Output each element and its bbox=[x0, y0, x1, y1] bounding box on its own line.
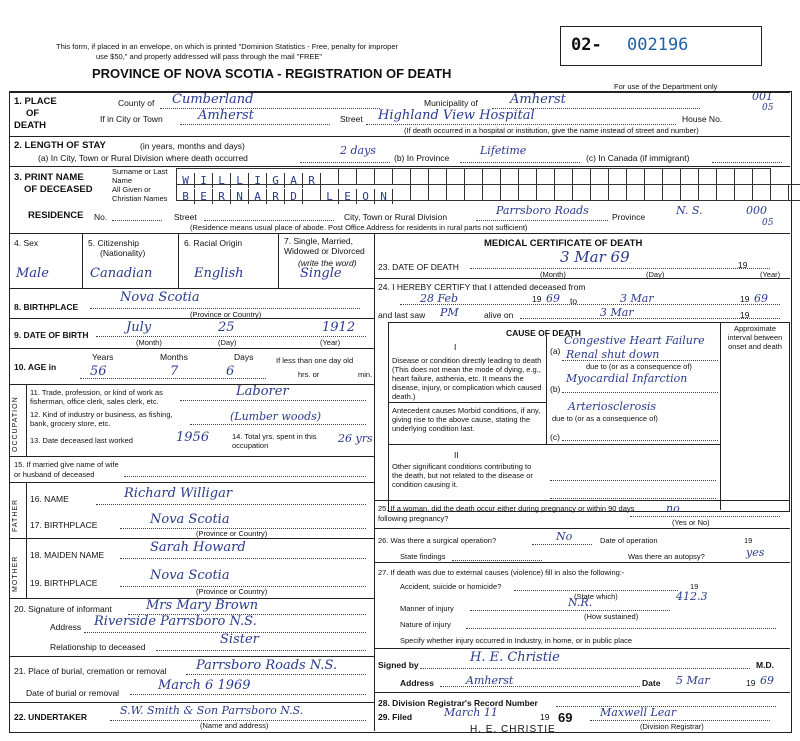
surname-letter: R bbox=[303, 173, 321, 188]
undertaker-label: 22. UNDERTAKER bbox=[14, 712, 88, 722]
residence-no-label: No. bbox=[94, 212, 108, 222]
racial-origin-value: English bbox=[194, 266, 244, 281]
dob-month: July bbox=[126, 320, 152, 335]
place-note: (If death occurred in a hospital or institution, give the name instead of street and number) bbox=[404, 126, 699, 135]
department-code-2: 000 bbox=[746, 204, 767, 217]
informant-relationship-label: Relationship to deceased bbox=[50, 642, 146, 652]
state-findings-label: State findings bbox=[400, 552, 446, 561]
min-label: min. bbox=[358, 370, 373, 379]
printed-doctor-name: H. E. CHRISTIE bbox=[470, 724, 556, 735]
md-label: M.D. bbox=[756, 660, 774, 670]
trade-value: Laborer bbox=[236, 384, 289, 399]
from-nineteen: 19 bbox=[532, 294, 542, 304]
stay-a-label: (a) In City, Town or Rural Division where death occurred bbox=[38, 153, 248, 163]
residence-label: RESIDENCE bbox=[28, 210, 84, 221]
dod-day-sub: (Day) bbox=[646, 270, 665, 279]
occupation-side-label: OCCUPATION bbox=[12, 396, 19, 452]
attended-from-year: 69 bbox=[546, 292, 560, 305]
due-to-label-1: due to (or as a consequence of) bbox=[586, 362, 692, 371]
dob-month-sub: (Month) bbox=[136, 338, 162, 347]
filed-value: March 11 bbox=[444, 706, 498, 719]
cause-a2-value: Renal shut down bbox=[566, 348, 660, 361]
residence-city-label: City, Town or Rural Division bbox=[344, 212, 448, 222]
given-letter: E bbox=[195, 189, 213, 204]
residence-province-label: Province bbox=[612, 212, 646, 222]
q29-label: 29. Filed bbox=[378, 712, 413, 722]
mother-birthplace-sub: (Province or Country) bbox=[196, 587, 268, 596]
signer-address-label: Address bbox=[400, 678, 435, 688]
industry-value: (Lumber woods) bbox=[230, 410, 322, 423]
attended-to-year: 69 bbox=[754, 292, 768, 305]
roman-two: II bbox=[454, 450, 459, 460]
industry-label: 12. Kind of industry or business, as fishing, bank, grocery store, etc. bbox=[30, 410, 173, 428]
manner-label: Manner of injury bbox=[400, 604, 454, 613]
burial-date-value: March 6 1969 bbox=[158, 678, 251, 693]
cause-a-label: (a) bbox=[550, 346, 561, 356]
q25-sub: (Yes or No) bbox=[672, 518, 710, 527]
given-letter: N bbox=[231, 189, 249, 204]
surname-letter: G bbox=[267, 173, 285, 188]
due-to-label-2: due to (or as a consequence of) bbox=[552, 414, 658, 423]
code-value: 412.3 bbox=[676, 590, 708, 603]
stay-label-note: (in years, months and days) bbox=[140, 141, 245, 151]
residence-city-value: Parrsboro Roads bbox=[496, 204, 589, 217]
informant-address-label: Address bbox=[50, 622, 82, 632]
given-letter: L bbox=[321, 189, 339, 204]
given-letter: B bbox=[177, 189, 195, 204]
burial-place-value: Parrsboro Roads N.S. bbox=[196, 658, 338, 673]
signed-by-label: Signed by bbox=[378, 660, 419, 670]
mother-maiden-value: Sarah Howard bbox=[150, 540, 246, 555]
given-letter: O bbox=[357, 189, 375, 204]
county-label: County of bbox=[118, 98, 155, 108]
place-label-of: OF bbox=[26, 108, 40, 119]
notice-line-2: use $50," and properly addressed will pass through the mail "FREE" bbox=[96, 52, 323, 61]
accident-label: Accident, suicide or homicide? bbox=[400, 582, 502, 591]
cause-title: CAUSE OF DEATH bbox=[506, 328, 581, 338]
age-months-label: Months bbox=[160, 352, 188, 362]
registration-prefix: 02- bbox=[571, 35, 602, 55]
dob-day-sub: (Day) bbox=[218, 338, 237, 347]
print-name-label: 3. PRINT NAME bbox=[14, 172, 84, 183]
autopsy-label: Was there an autopsy? bbox=[628, 552, 705, 561]
residence-province-value: N. S. bbox=[676, 204, 703, 217]
stay-a-value: 2 days bbox=[340, 144, 376, 157]
surname-letter: I bbox=[195, 173, 213, 188]
citizenship-value: Canadian bbox=[90, 266, 153, 281]
father-name-label: 16. NAME bbox=[30, 494, 69, 504]
registrar-sub: (Division Registrar) bbox=[640, 722, 704, 731]
citizenship-sub: (Nationality) bbox=[100, 248, 146, 258]
accident-nineteen: 19 bbox=[690, 582, 699, 591]
age-label: 10. AGE in bbox=[14, 362, 57, 372]
last-worked-value: 1956 bbox=[176, 430, 210, 445]
surname-letter: W bbox=[177, 173, 195, 188]
registration-number: 002196 bbox=[627, 35, 689, 55]
stay-c-label: (c) In Canada (if immigrant) bbox=[586, 153, 690, 163]
father-name-value: Richard Willigar bbox=[124, 486, 233, 501]
given-letter: E bbox=[339, 189, 357, 204]
residence-note: (Residence means usual place of abode. Post Office Address for residents in rural parts not sufficient) bbox=[190, 223, 528, 232]
birthplace-value: Nova Scotia bbox=[120, 290, 200, 305]
surname-letter: L bbox=[231, 173, 249, 188]
trade-label: 11. Trade, profession, or kind of work as fisherman, office clerk, sales clerk, etc. bbox=[30, 388, 163, 406]
cause-c-label: (c) bbox=[550, 432, 560, 442]
filed-year: 69 bbox=[558, 710, 573, 725]
last-saw-time: PM bbox=[440, 306, 459, 319]
mother-side-label: MOTHER bbox=[12, 555, 19, 592]
father-birthplace-label: 17. BIRTHPLACE bbox=[30, 520, 98, 530]
specify-label: Specify whether injury occurred in Industry, in home, or in public place bbox=[400, 636, 633, 645]
q26-label: 26. Was there a surgical operation? bbox=[378, 536, 497, 545]
dod-month-sub: (Month) bbox=[540, 270, 566, 279]
spouse-label: 15. If married give name of wife or husband of deceased bbox=[14, 460, 119, 479]
dod-nineteen: 19 bbox=[738, 260, 748, 270]
marital-label: 7. Single, Married, Widowed or Divorced bbox=[284, 236, 365, 256]
signed-date-nineteen: 19 bbox=[746, 678, 756, 688]
dob-year: 1912 bbox=[322, 320, 356, 335]
dob-year-sub: (Year) bbox=[320, 338, 341, 347]
birthplace-label: 8. BIRTHPLACE bbox=[14, 302, 79, 312]
sex-value: Male bbox=[16, 266, 49, 281]
marital-sub: (write the word) bbox=[298, 258, 357, 268]
dob-label: 9. DATE OF BIRTH bbox=[14, 330, 89, 340]
age-months-value: 7 bbox=[170, 364, 179, 379]
burial-place-label: 21. Place of burial, cremation or removal bbox=[14, 666, 167, 676]
other-conditions-label: Other significant conditions contributing to the death, but not related to the disease or condition causing it. bbox=[392, 462, 533, 489]
surname-label: Surname or Last Name bbox=[112, 167, 168, 185]
cause-a-value: Congestive Heart Failure bbox=[564, 334, 705, 347]
age-days-value: 6 bbox=[226, 364, 235, 379]
q26-nineteen: 19 bbox=[744, 536, 753, 545]
mother-birthplace-value: Nova Scotia bbox=[150, 568, 230, 583]
city-label: If in City or Town bbox=[100, 114, 163, 124]
surname-letter: L bbox=[213, 173, 231, 188]
interval-label: Approximate interval between onset and death bbox=[727, 324, 783, 351]
q25-label: 25. If a woman, did the death occur either during pregnancy or within 90 days following pregnancy? bbox=[378, 504, 635, 523]
total-years-value: 26 yrs bbox=[338, 432, 373, 445]
city-value: Amherst bbox=[198, 108, 254, 123]
stay-label: 2. LENGTH OF STAY bbox=[14, 140, 106, 151]
given-letter: D bbox=[285, 189, 303, 204]
given-letter: N bbox=[375, 189, 393, 204]
disease-label: Disease or condition directly leading to death (This does not mean the mode of dying, e.g., heart failure, asthenia, etc. It means the disease, injury, or complication which caused death.) bbox=[392, 356, 542, 401]
burial-date-label: Date of burial or removal bbox=[26, 688, 120, 698]
given-letter: R bbox=[267, 189, 285, 204]
given-names-label: All Given or Christian Names bbox=[112, 185, 168, 203]
citizenship-label: 5. Citizenship bbox=[88, 238, 140, 248]
last-saw-label: and last saw bbox=[378, 310, 426, 320]
street-value: Highland View Hospital bbox=[378, 108, 535, 123]
form-title: PROVINCE OF NOVA SCOTIA - REGISTRATION OF DEATH bbox=[92, 66, 452, 81]
birthplace-sub: (Province or Country) bbox=[190, 310, 262, 319]
cause-c-value: Arteriosclerosis bbox=[568, 400, 657, 413]
last-saw-alive: alive on bbox=[484, 310, 514, 320]
undertaker-sub: (Name and address) bbox=[200, 721, 269, 730]
dod-label: 23. DATE OF DEATH bbox=[378, 262, 459, 272]
municipality-value: Amherst bbox=[510, 92, 566, 107]
last-saw-nineteen: 19 bbox=[740, 310, 750, 320]
given-letter bbox=[303, 185, 321, 200]
informant-signature-label: 20. Signature of informant bbox=[14, 604, 112, 614]
father-birthplace-sub: (Province or Country) bbox=[196, 529, 268, 538]
registrar-signature: Maxwell Lear bbox=[600, 706, 677, 719]
last-worked-label: 13. Date deceased last worked bbox=[30, 436, 133, 445]
house-number-label: House No. bbox=[682, 114, 723, 124]
cause-b-value: Myocardial Infarction bbox=[566, 372, 688, 385]
age-days-label: Days bbox=[234, 352, 254, 362]
signed-date-label: Date bbox=[642, 678, 661, 688]
q28-label: 28. Division Registrar's Record Number bbox=[378, 698, 538, 708]
department-code-1b: 05 bbox=[762, 103, 774, 113]
surname-grid bbox=[176, 168, 771, 185]
certify-label: 24. I HEREBY CERTIFY that I attended deceased from bbox=[378, 282, 586, 292]
last-saw-date: 3 Mar bbox=[600, 306, 634, 319]
antecedent-label: Antecedent causes Morbid conditions, if any, giving rise to the above cause, stating the underlying condition last. bbox=[392, 406, 541, 433]
state-which-label: (State which) bbox=[574, 592, 618, 601]
father-side-label: FATHER bbox=[12, 498, 19, 532]
informant-relationship-value: Sister bbox=[220, 632, 259, 647]
signed-date-year: 69 bbox=[760, 674, 774, 687]
department-code-2b: 05 bbox=[762, 218, 774, 228]
mother-birthplace-label: 19. BIRTHPLACE bbox=[30, 578, 98, 588]
dob-day: 25 bbox=[218, 320, 235, 335]
father-birthplace-value: Nova Scotia bbox=[150, 512, 230, 527]
signed-date-value: 5 Mar bbox=[676, 674, 710, 687]
age-years-value: 56 bbox=[90, 364, 107, 379]
attended-to: 3 Mar bbox=[620, 292, 654, 305]
roman-one: I bbox=[454, 342, 457, 352]
signed-by-value: H. E. Christie bbox=[470, 650, 560, 665]
age-years-label: Years bbox=[92, 352, 114, 362]
surname-letter: I bbox=[249, 173, 267, 188]
q25-value: no bbox=[666, 502, 680, 515]
place-label: 1. PLACE bbox=[14, 96, 57, 107]
hrs-label: hrs. or bbox=[298, 370, 320, 379]
how-sustained-label: (How sustained) bbox=[584, 612, 639, 621]
autopsy-value: yes bbox=[746, 546, 765, 559]
q26-date-label: Date of operation bbox=[600, 536, 658, 545]
dod-value: 3 Mar 69 bbox=[560, 248, 630, 266]
street-label: Street bbox=[340, 114, 363, 124]
given-letter: R bbox=[213, 189, 231, 204]
nature-label: Nature of injury bbox=[400, 620, 451, 629]
less-than-day-label: If less than one day old bbox=[276, 356, 354, 365]
informant-address-value: Riverside Parrsboro N.S. bbox=[94, 614, 257, 629]
place-label-death: DEATH bbox=[14, 120, 47, 131]
filed-nineteen: 19 bbox=[540, 712, 550, 722]
manner-value: N.R. bbox=[568, 596, 593, 609]
undertaker-value: S.W. Smith & Son Parrsboro N.S. bbox=[120, 704, 304, 717]
county-value: Cumberland bbox=[172, 92, 254, 107]
attended-to-label: to bbox=[570, 296, 578, 306]
municipality-label: Municipality of bbox=[424, 98, 478, 108]
q26-value: No bbox=[556, 530, 573, 543]
informant-signature-value: Mrs Mary Brown bbox=[146, 598, 259, 613]
attended-from: 28 Feb bbox=[420, 292, 459, 305]
sex-label: 4. Sex bbox=[14, 238, 39, 248]
stay-b-value: Lifetime bbox=[480, 144, 527, 157]
department-code-1: 001 bbox=[752, 90, 773, 103]
q27-label: 27. If death was due to external causes (violence) fill in also the following:- bbox=[378, 568, 625, 577]
department-use-label: For use of the Department only bbox=[614, 82, 718, 91]
registration-number-box bbox=[560, 26, 762, 66]
of-deceased-label: OF DECEASED bbox=[24, 184, 93, 195]
notice-line-1: This form, if placed in an envelope, on which is printed "Dominion Statistics - Free, penalty for improper bbox=[56, 42, 398, 51]
to-nineteen: 19 bbox=[740, 294, 750, 304]
medical-title: MEDICAL CERTIFICATE OF DEATH bbox=[484, 238, 643, 249]
given-letter: A bbox=[249, 189, 267, 204]
total-years-label: 14. Total yrs. spent in this occupation bbox=[232, 432, 317, 450]
surname-letter: A bbox=[285, 173, 303, 188]
stay-b-label: (b) In Province bbox=[394, 153, 450, 163]
mother-maiden-label: 18. MAIDEN NAME bbox=[30, 550, 105, 560]
racial-origin-label: 6. Racial Origin bbox=[184, 238, 243, 248]
marital-value: Single bbox=[300, 266, 342, 281]
signer-address-value: Amherst bbox=[466, 674, 514, 687]
dod-year-sub: (Year) bbox=[760, 270, 781, 279]
given-names-grid bbox=[176, 184, 800, 201]
cause-b-label: (b) bbox=[550, 384, 561, 394]
residence-street-label: Street bbox=[174, 212, 197, 222]
